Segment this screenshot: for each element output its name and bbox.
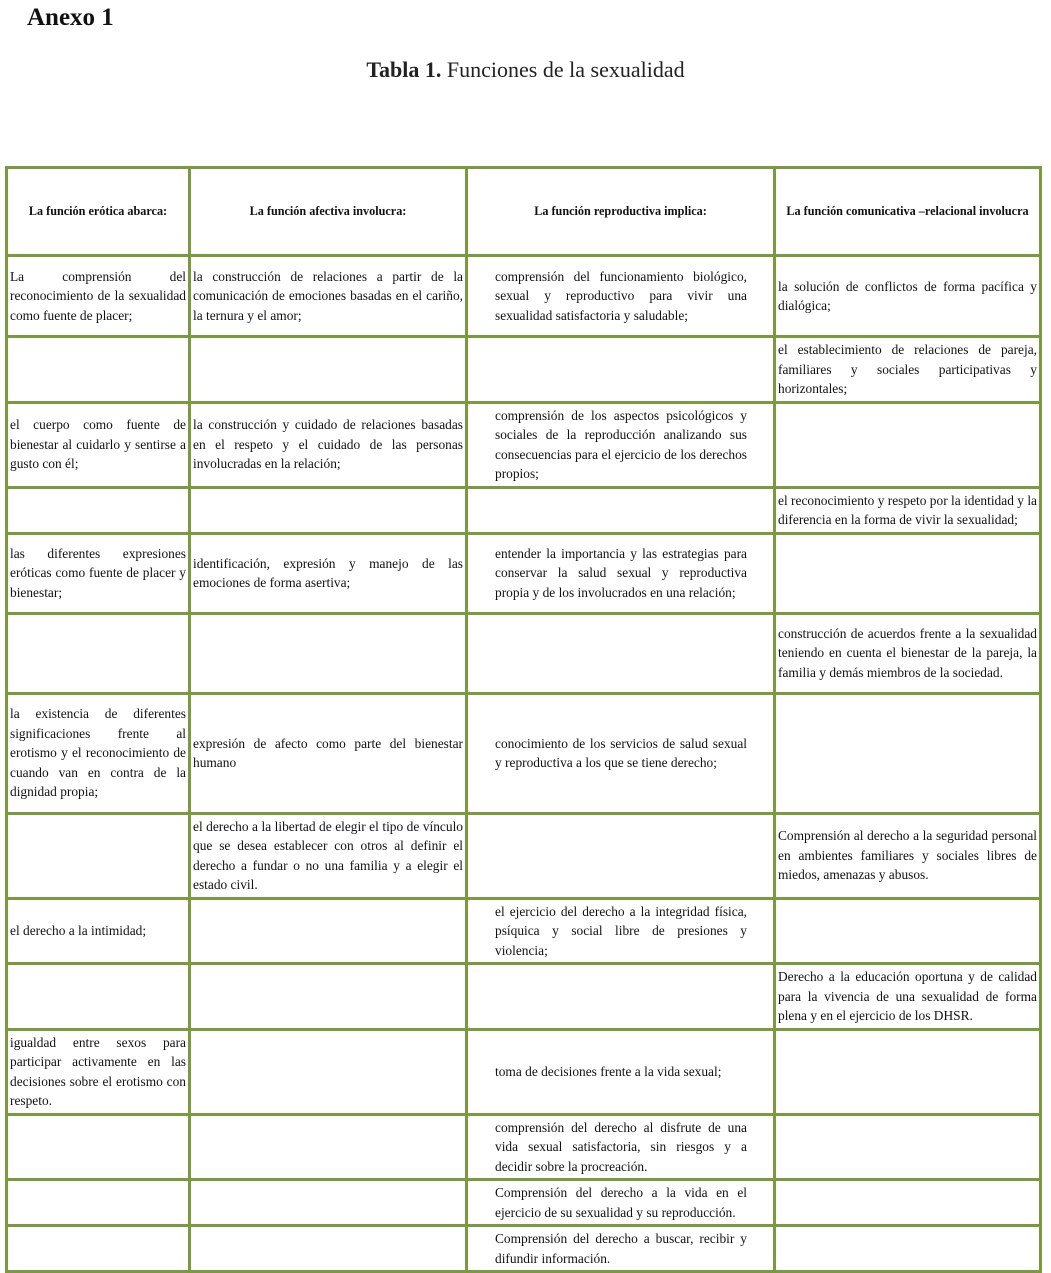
cell-erotic: igualdad entre sexos para participar activamente en las decisiones sobre el erotismo con respeto. (7, 1029, 190, 1114)
table-row (7, 337, 1041, 403)
cell-reproductive (467, 337, 775, 403)
cell-erotic (7, 337, 190, 403)
cell-communicative: construcción de acuerdos frente a la sexualidad teniendo en cuenta el bienestar de la pareja, la familia y demás miembros de la sociedad. (775, 613, 1041, 693)
cell-affective: identificación, expresión y manejo de las emociones de forma asertiva; (190, 533, 467, 613)
cell-affective (190, 898, 467, 964)
cell-communicative (775, 1029, 1041, 1114)
cell-reproductive: comprensión de los aspectos psicológicos y sociales de la reproducción analizando sus consecuencias para el ejercicio de los derechos propios; (467, 402, 775, 487)
cell-reproductive: Comprensión del derecho a la vida en el ejercicio de su sexualidad y su reproducción. (467, 1180, 775, 1226)
cell-reproductive: conocimiento de los servicios de salud sexual y reproductiva a los que se tiene derecho; (467, 693, 775, 813)
table-caption-text: Funciones de la sexualidad (446, 57, 685, 82)
cell-communicative (775, 898, 1041, 964)
header-reproductive: La función reproductiva implica: (467, 168, 775, 256)
table-row (7, 1029, 1041, 1114)
cell-reproductive: Comprensión del derecho a buscar, recibir y difundir información. (467, 1226, 775, 1272)
table-header-row (7, 168, 1041, 256)
cell-erotic (7, 964, 190, 1030)
table-row (7, 487, 1041, 533)
table-row (7, 693, 1041, 813)
cell-reproductive (467, 613, 775, 693)
table-row (7, 613, 1041, 693)
cell-affective (190, 1180, 467, 1226)
cell-erotic: la existencia de diferentes significaciones frente al erotismo y el reconocimiento de cuando van en contra de la dignidad propia; (7, 693, 190, 813)
sexuality-functions-table (5, 166, 1042, 1273)
cell-reproductive: el ejercicio del derecho a la integridad física, psíquica y social libre de presiones y violencia; (467, 898, 775, 964)
cell-reproductive: entender la importancia y las estrategias para conservar la salud sexual y reproductiva propia y de los involucrados en una relación; (467, 533, 775, 613)
cell-reproductive (467, 487, 775, 533)
table-row (7, 256, 1041, 337)
cell-affective: el derecho a la libertad de elegir el tipo de vínculo que se desea establecer con otros al definir el derecho a fundar o no una familia y a elegir el estado civil. (190, 813, 467, 898)
cell-communicative: la solución de conflictos de forma pacífica y dialógica; (775, 256, 1041, 337)
cell-affective: la construcción y cuidado de relaciones basadas en el respeto y el cuidado de las personas involucradas en la relación; (190, 402, 467, 487)
cell-reproductive (467, 813, 775, 898)
cell-communicative (775, 693, 1041, 813)
cell-erotic: las diferentes expresiones eróticas como fuente de placer y bienestar; (7, 533, 190, 613)
cell-erotic: La comprensión del reconocimiento de la sexualidad como fuente de placer; (7, 256, 190, 337)
annex-title: Anexo 1 (27, 4, 114, 31)
table-caption (0, 57, 1051, 83)
cell-affective (190, 1029, 467, 1114)
cell-affective: la construcción de relaciones a partir de la comunicación de emociones basadas en el cariño, la ternura y el amor; (190, 256, 467, 337)
table-body (7, 256, 1041, 1272)
cell-erotic (7, 613, 190, 693)
cell-affective (190, 487, 467, 533)
table-row (7, 402, 1041, 487)
cell-reproductive (467, 964, 775, 1030)
header-affective: La función afectiva involucra: (190, 168, 467, 256)
cell-affective (190, 1114, 467, 1180)
cell-communicative: Derecho a la educación oportuna y de calidad para la vivencia de una sexualidad de forma plena y en el ejercicio de los DHSR. (775, 964, 1041, 1030)
cell-erotic (7, 1114, 190, 1180)
table-caption-label: Tabla 1. (366, 57, 442, 82)
cell-communicative (775, 402, 1041, 487)
cell-affective (190, 337, 467, 403)
table-row (7, 1114, 1041, 1180)
cell-erotic (7, 813, 190, 898)
table-row (7, 813, 1041, 898)
cell-affective: expresión de afecto como parte del bienestar humano (190, 693, 467, 813)
cell-communicative: el reconocimiento y respeto por la identidad y la diferencia en la forma de vivir la sexualidad; (775, 487, 1041, 533)
cell-communicative (775, 1180, 1041, 1226)
cell-erotic (7, 1226, 190, 1272)
cell-reproductive: toma de decisiones frente a la vida sexual; (467, 1029, 775, 1114)
header-communicative: La función comunicativa –relacional involucra (775, 168, 1041, 256)
cell-communicative (775, 533, 1041, 613)
cell-erotic: el cuerpo como fuente de bienestar al cuidarlo y sentirse a gusto con él; (7, 402, 190, 487)
cell-communicative: el establecimiento de relaciones de pareja, familiares y sociales participativas y horizontales; (775, 337, 1041, 403)
table-row (7, 898, 1041, 964)
cell-reproductive: comprensión del derecho al disfrute de una vida sexual satisfactoria, sin riesgos y a decidir sobre la procreación. (467, 1114, 775, 1180)
cell-erotic (7, 487, 190, 533)
table-row (7, 533, 1041, 613)
cell-communicative (775, 1226, 1041, 1272)
cell-communicative (775, 1114, 1041, 1180)
table-row (7, 964, 1041, 1030)
cell-communicative: Comprensión al derecho a la seguridad personal en ambientes familiares y sociales libres de miedos, amenazas y abusos. (775, 813, 1041, 898)
cell-erotic: el derecho a la intimidad; (7, 898, 190, 964)
table-row (7, 1180, 1041, 1226)
cell-affective (190, 613, 467, 693)
header-erotic: La función erótica abarca: (7, 168, 190, 256)
cell-affective (190, 964, 467, 1030)
cell-reproductive: comprensión del funcionamiento biológico, sexual y reproductivo para vivir una sexualidad satisfactoria y saludable; (467, 256, 775, 337)
table-row (7, 1226, 1041, 1272)
cell-erotic (7, 1180, 190, 1226)
cell-affective (190, 1226, 467, 1272)
